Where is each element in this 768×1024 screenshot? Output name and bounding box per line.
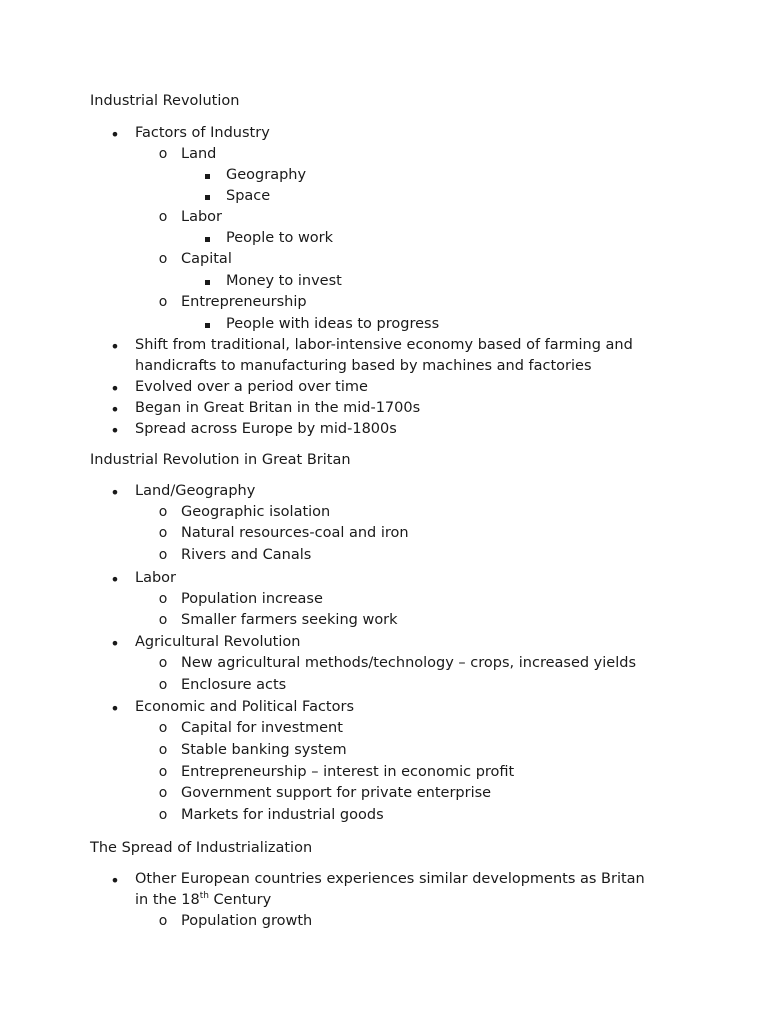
list-item-text: Labor	[181, 209, 223, 225]
circle-marker: o	[158, 742, 168, 758]
list-item-text	[135, 892, 271, 908]
section-heading: Industrial Revolution	[90, 93, 240, 109]
circle-marker: o	[158, 525, 168, 541]
list-item-text: Stable banking system	[181, 742, 347, 758]
list-item-text: New agricultural methods/technology – crops, increased yields	[181, 655, 636, 671]
square-marker	[200, 316, 214, 332]
list-item-text: Rivers and Canals	[181, 547, 312, 563]
bullet-marker: •	[110, 871, 120, 890]
list-item-text: Evolved over a period over time	[135, 379, 368, 395]
bullet-marker: •	[110, 699, 120, 718]
list-item-text: Population growth	[181, 913, 313, 929]
square-marker	[200, 230, 214, 246]
bullet-marker: •	[110, 125, 120, 144]
section-heading: Industrial Revolution in Great Britan	[90, 452, 351, 468]
list-item-text: Began in Great Britan in the mid-1700s	[135, 400, 421, 416]
circle-marker: o	[158, 785, 168, 801]
circle-marker: o	[158, 807, 168, 823]
square-marker	[200, 167, 214, 183]
circle-marker: o	[158, 591, 168, 607]
list-item-text: Labor	[135, 570, 177, 586]
list-item-text: Geography	[226, 167, 307, 183]
square-marker	[200, 273, 214, 289]
circle-marker: o	[158, 764, 168, 780]
circle-marker: o	[158, 294, 168, 310]
list-item-text: Population increase	[181, 591, 323, 607]
circle-marker: o	[158, 504, 168, 520]
list-item-text: handicrafts to manufacturing based by machines and factories	[135, 358, 592, 374]
circle-marker: o	[158, 913, 168, 929]
list-item-text: Government support for private enterprise	[181, 785, 492, 801]
list-item-text: Spread across Europe by mid-1800s	[135, 421, 397, 437]
list-item-text: Enclosure acts	[181, 677, 287, 693]
text-run: in the 18	[135, 892, 200, 908]
list-item-text: Factors of Industry	[135, 125, 270, 141]
bullet-marker: •	[110, 379, 120, 398]
list-item-text: Smaller farmers seeking work	[181, 612, 398, 628]
list-item-text: Money to invest	[226, 273, 342, 289]
circle-marker: o	[158, 655, 168, 671]
circle-marker: o	[158, 677, 168, 693]
section-heading: The Spread of Industrialization	[90, 840, 313, 856]
circle-marker: o	[158, 547, 168, 563]
text-run: Century	[208, 892, 272, 908]
list-item-text: Economic and Political Factors	[135, 699, 354, 715]
list-item-text: Entrepreneurship	[181, 294, 307, 310]
list-item-text: Land/Geography	[135, 483, 256, 499]
circle-marker: o	[158, 146, 168, 162]
list-item-text: Geographic isolation	[181, 504, 331, 520]
list-item-text: Natural resources-coal and iron	[181, 525, 409, 541]
list-item-text: People to work	[226, 230, 334, 246]
circle-marker: o	[158, 251, 168, 267]
list-item-text: Land	[181, 146, 217, 162]
bullet-marker: •	[110, 421, 120, 440]
superscript: th	[199, 891, 209, 902]
list-item-text: Agricultural Revolution	[135, 634, 301, 650]
circle-marker: o	[158, 612, 168, 628]
bullet-marker: •	[110, 337, 120, 356]
list-item-text: Capital for investment	[181, 720, 343, 736]
bullet-marker: •	[110, 483, 120, 502]
bullet-marker: •	[110, 400, 120, 419]
bullet-marker: •	[110, 634, 120, 653]
list-item-text: People with ideas to progress	[226, 316, 440, 332]
circle-marker: o	[158, 209, 168, 225]
list-item-text: Markets for industrial goods	[181, 807, 384, 823]
list-item-text: Space	[226, 188, 271, 204]
circle-marker: o	[158, 720, 168, 736]
list-item-text: Shift from traditional, labor-intensive economy based of farming and	[135, 337, 633, 353]
list-item-text: Entrepreneurship – interest in economic profit	[181, 764, 515, 780]
list-item-text: Other European countries experiences similar developments as Britan	[135, 871, 645, 887]
square-marker	[200, 188, 214, 204]
bullet-marker: •	[110, 570, 120, 589]
list-item-text: Capital	[181, 251, 232, 267]
